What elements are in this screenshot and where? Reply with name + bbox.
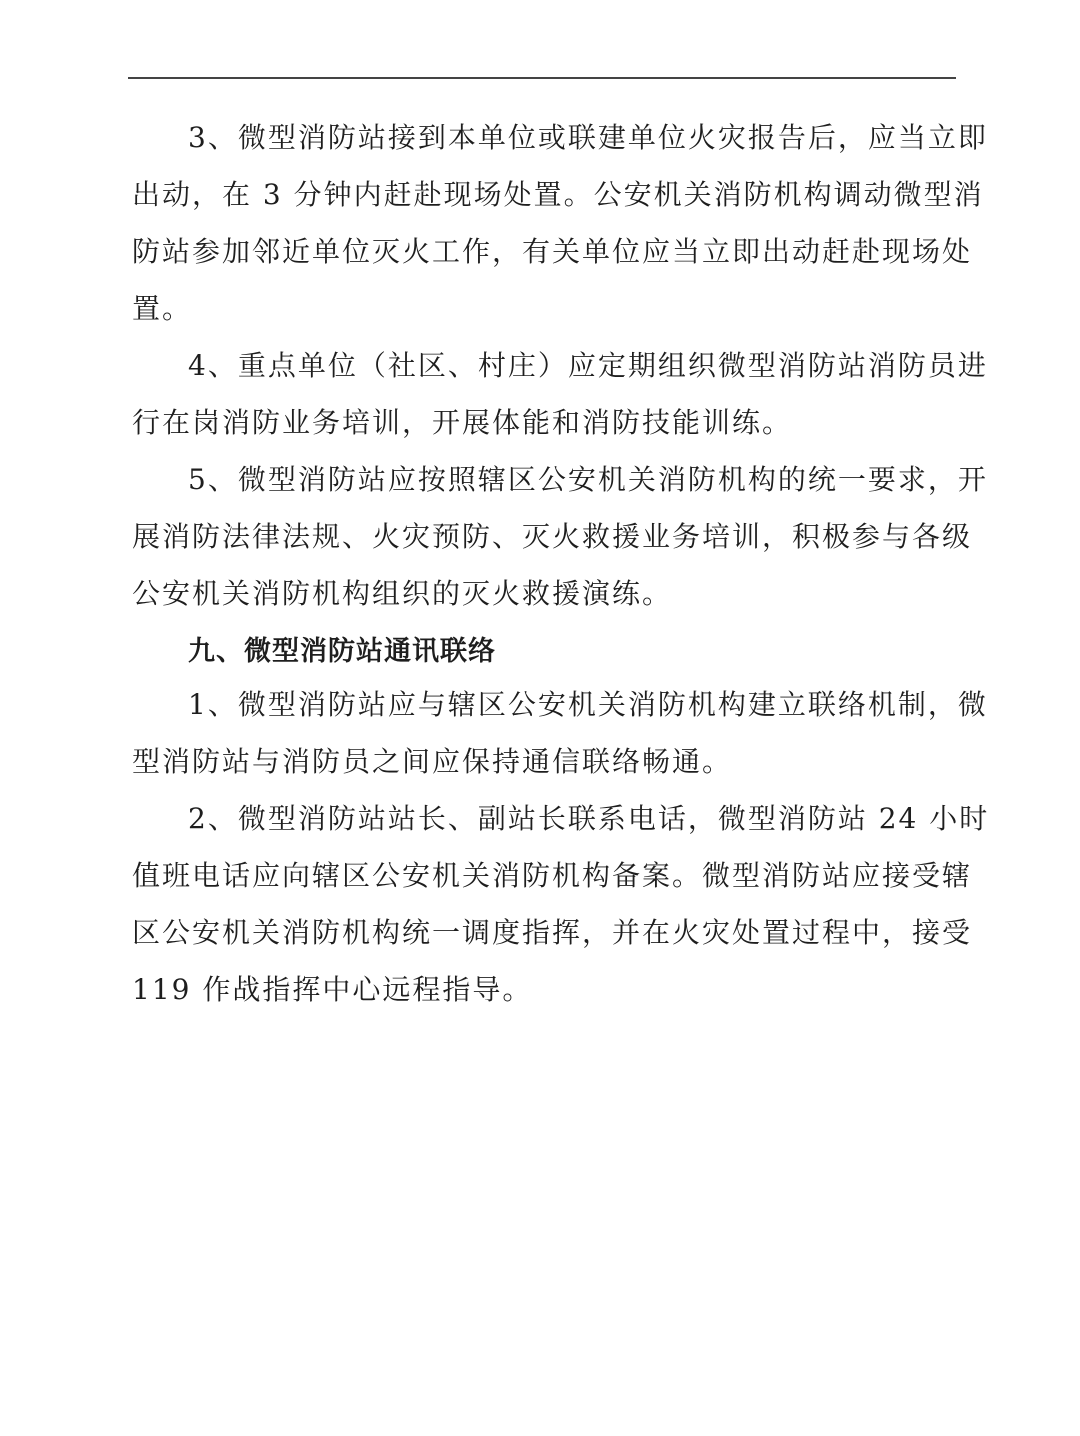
- header-rule: [128, 77, 956, 79]
- section-paragraph-2-line-4: 119 作战指挥中心远程指导。: [132, 973, 533, 1006]
- section-paragraph-2-line-1: 2、微型消防站站长、副站长联系电话，微型消防站 24 小时: [188, 802, 990, 835]
- section-paragraph-1-line-2: 型消防站与消防员之间应保持通信联络畅通。: [132, 745, 733, 778]
- paragraph-5-line-3: 公安机关消防机构组织的灭火救援演练。: [132, 577, 673, 610]
- paragraph-4-line-1: 4、重点单位（社区、村庄）应定期组织微型消防站消防员进: [188, 349, 988, 382]
- paragraph-3-line-4: 置。: [132, 292, 193, 325]
- section-paragraph-2-line-2: 值班电话应向辖区公安机关消防机构备案。微型消防站应接受辖: [132, 859, 973, 892]
- paragraph-3-line-1: 3、微型消防站接到本单位或联建单位火灾报告后，应当立即: [188, 121, 988, 154]
- paragraph-5-line-1: 5、微型消防站应按照辖区公安机关消防机构的统一要求，开: [188, 463, 988, 496]
- paragraph-5-line-2: 展消防法律法规、火灾预防、灭火救援业务培训，积极参与各级: [132, 520, 973, 553]
- paragraph-4-line-2: 行在岗消防业务培训，开展体能和消防技能训练。: [132, 406, 793, 439]
- paragraph-3-line-3: 防站参加邻近单位灭火工作，有关单位应当立即出动赶赴现场处: [132, 235, 973, 268]
- section-paragraph-2-line-3: 区公安机关消防机构统一调度指挥，并在火灾处置过程中，接受: [132, 916, 973, 949]
- section-heading: 九、微型消防站通讯联络: [188, 636, 496, 667]
- paragraph-3-line-2: 出动，在 3 分钟内赶赴现场处置。公安机关消防机构调动微型消: [132, 178, 984, 211]
- section-paragraph-1-line-1: 1、微型消防站应与辖区公安机关消防机构建立联络机制，微: [188, 688, 988, 721]
